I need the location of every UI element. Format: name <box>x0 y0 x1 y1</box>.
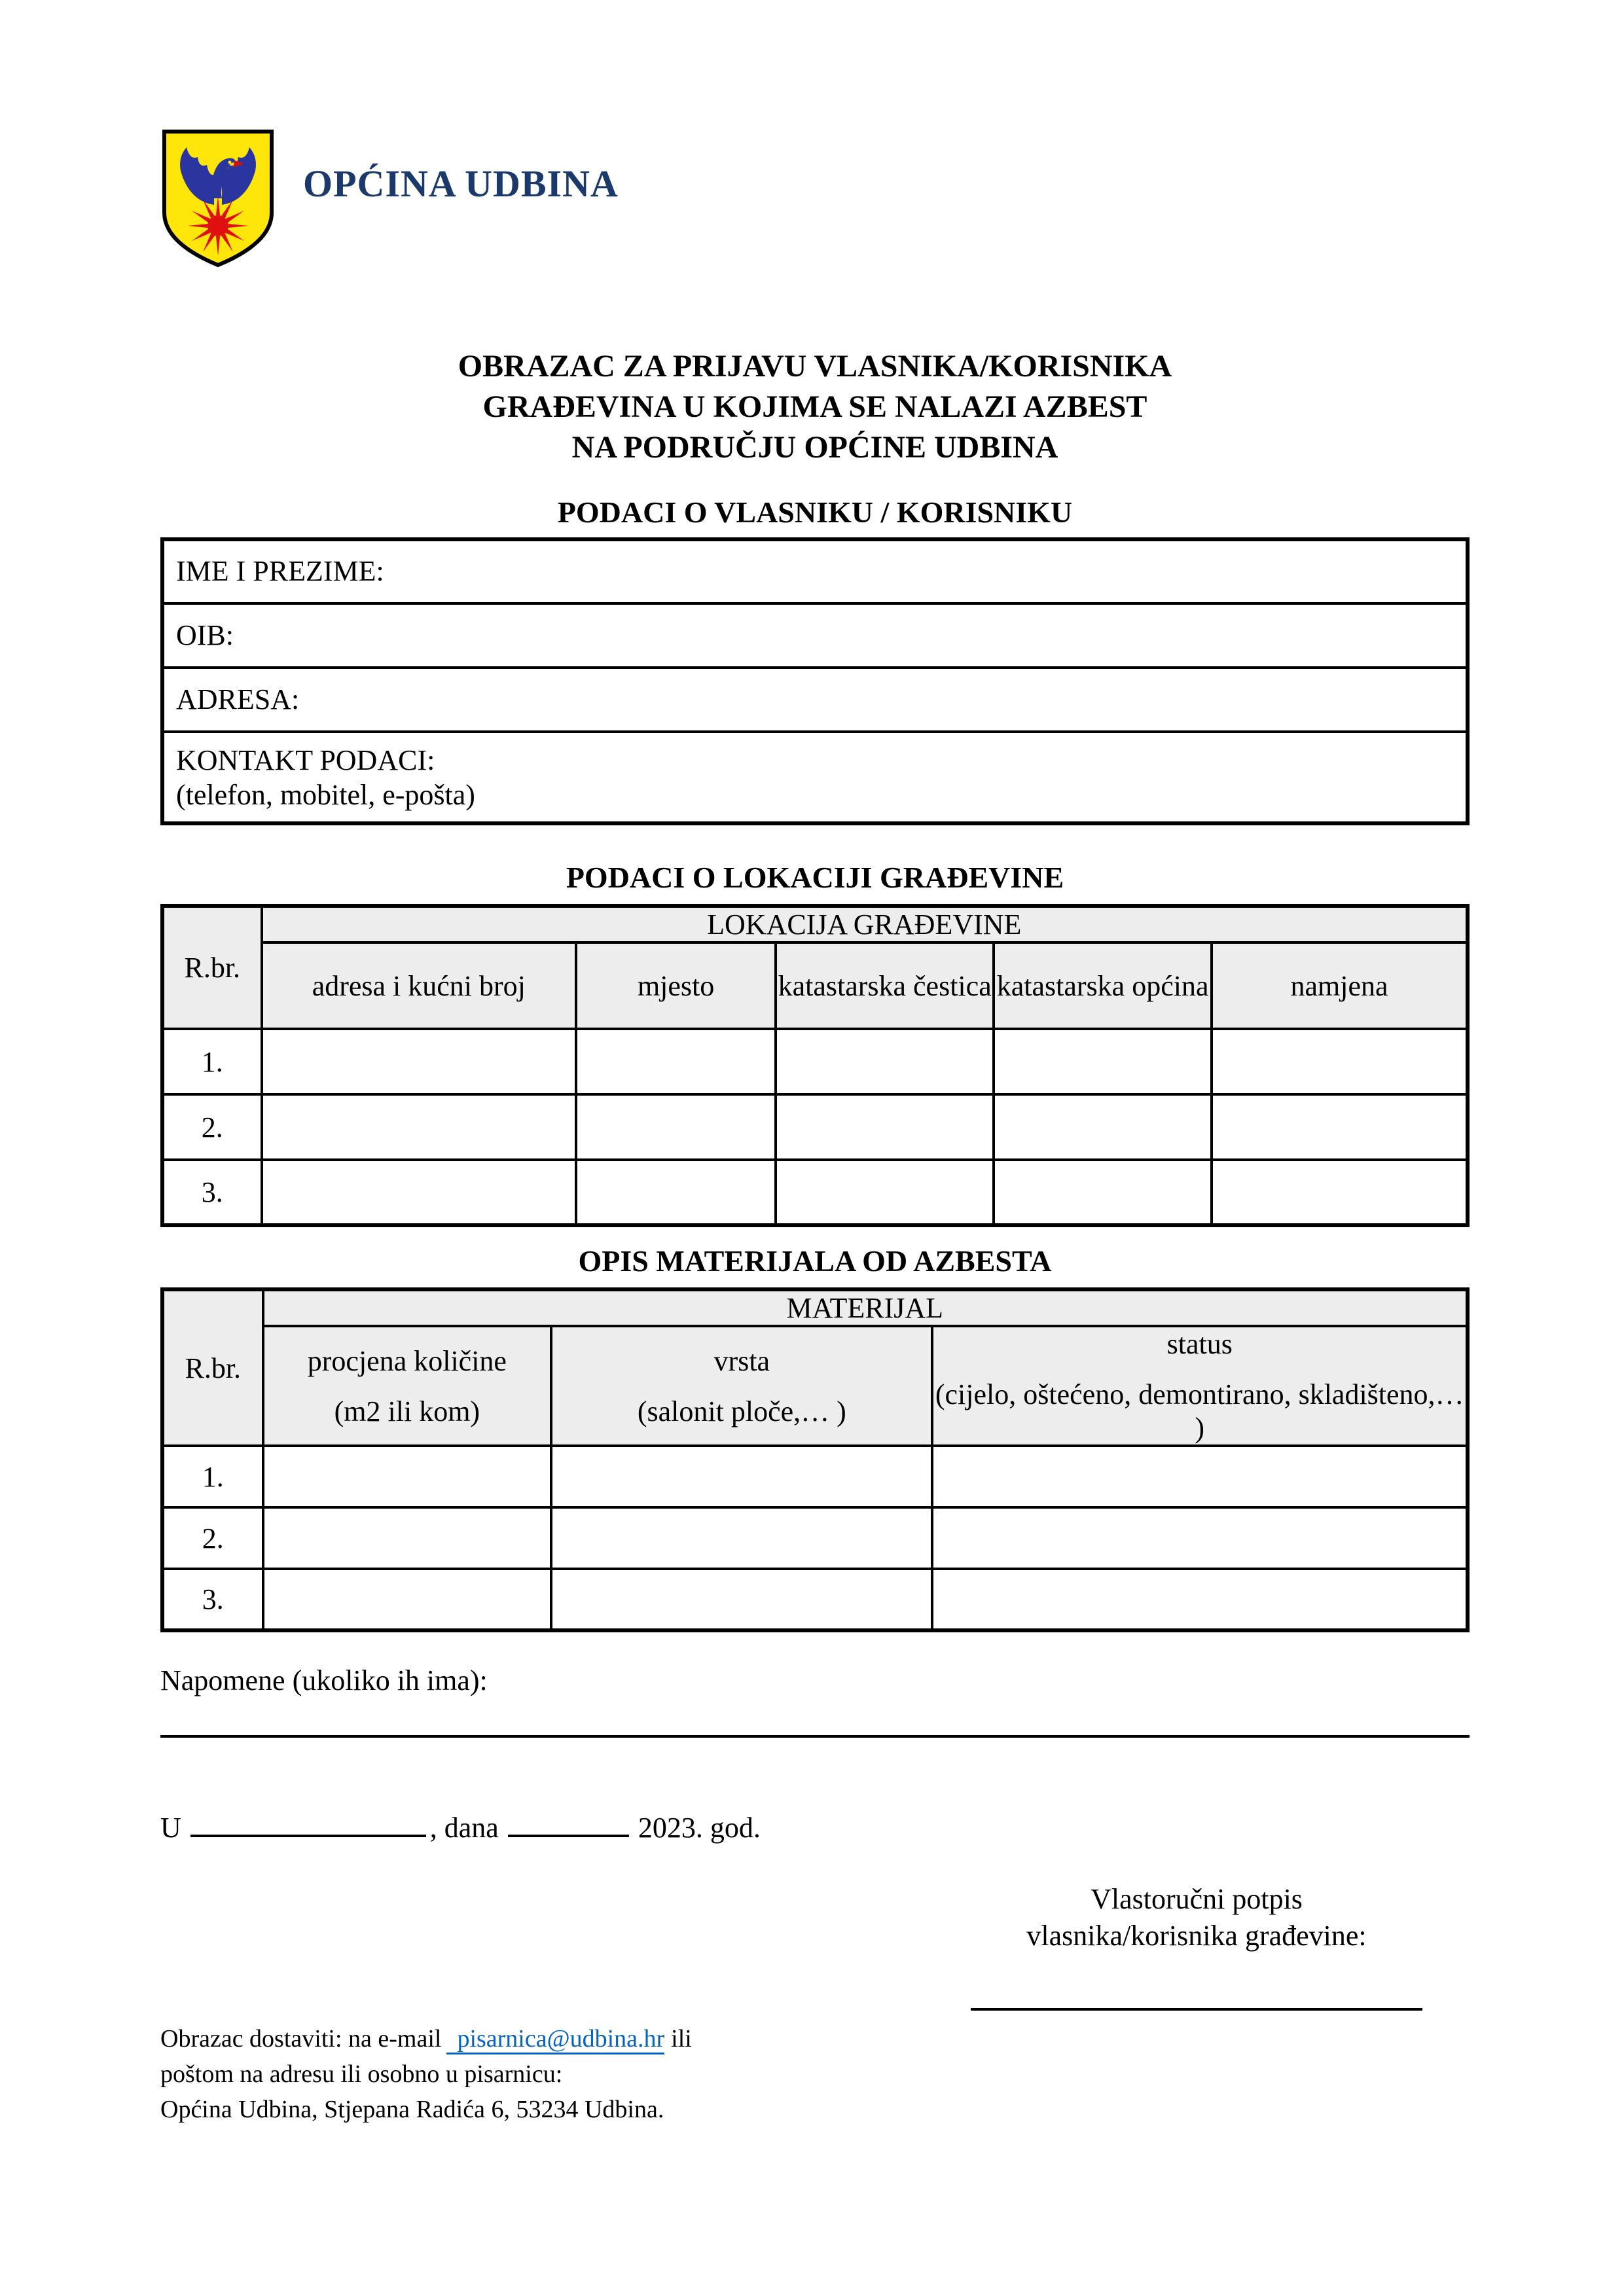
table-row <box>162 942 1468 1029</box>
empty-cell <box>776 1029 994 1094</box>
field-label: ADRESA: <box>176 683 300 715</box>
table-row <box>162 603 1468 668</box>
table-row <box>162 1326 1468 1446</box>
email-link[interactable]: pisarnica@udbina.hr <box>446 2025 664 2054</box>
empty-cell <box>576 1160 776 1225</box>
col-header-cadastral-parcel: katastarska čestica <box>776 942 994 1029</box>
table-row <box>162 1160 1468 1225</box>
col-header-cadastral-municipality: katastarska općina <box>994 942 1212 1029</box>
signature-caption-line-1: Vlastoručni potpis <box>1091 1883 1303 1915</box>
empty-cell <box>551 1569 932 1630</box>
signature-line <box>971 2008 1422 2011</box>
day-blank-line <box>508 1835 629 1837</box>
notes-label: Napomene (ukoliko ih ima): <box>160 1664 488 1696</box>
delivery-line-1-suffix: ili <box>671 2025 692 2053</box>
form-title-line-3: NA PODRUČJU OPĆINE UDBINA <box>571 430 1058 465</box>
empty-cell <box>551 1446 932 1507</box>
col-header-address: adresa i kućni broj <box>262 942 577 1029</box>
col-header-place: mjesto <box>576 942 776 1029</box>
empty-cell <box>1212 1094 1468 1160</box>
signature-caption-line-2: vlasnika/korisnika građevine: <box>1026 1920 1367 1952</box>
col-header-purpose: namjena <box>1212 942 1468 1029</box>
empty-cell <box>776 1160 994 1225</box>
empty-cell <box>932 1507 1468 1569</box>
municipality-name: OPĆINA UDBINA <box>303 162 619 205</box>
delivery-line-1-prefix: Obrazac dostaviti: na e-mail <box>160 2025 442 2053</box>
owner-section-heading: PODACI O VLASNIKU / KORISNIKU <box>557 495 1073 529</box>
form-title-line-2: GRAĐEVINA U KOJIMA SE NALAZI AZBEST <box>482 389 1147 424</box>
empty-cell <box>994 1094 1212 1160</box>
col-header-label: procjena količine <box>307 1344 507 1377</box>
empty-cell <box>576 1029 776 1094</box>
date-prefix: U <box>160 1812 181 1844</box>
delivery-line-2: poštom na adresu ili osobno u pisarnicu: <box>160 2060 563 2088</box>
empty-cell <box>262 1029 577 1094</box>
table-row <box>162 1289 1468 1326</box>
col-header-label: vrsta <box>713 1344 770 1377</box>
row-number: 1. <box>162 1446 263 1507</box>
empty-cell <box>994 1029 1212 1094</box>
rbr-header-cell: R.br. <box>162 1289 263 1446</box>
location-group-header: LOKACIJA GRAĐEVINE <box>262 906 1468 942</box>
table-row <box>162 1569 1468 1630</box>
location-table <box>160 904 1470 1227</box>
owner-name-cell <box>162 539 1468 603</box>
col-header-sublabel: (m2 ili kom) <box>334 1395 480 1427</box>
owner-address-cell <box>162 668 1468 732</box>
col-header-sublabel: (salonit ploče,… ) <box>637 1395 846 1427</box>
field-label: IME I PREZIME: <box>176 555 384 587</box>
owner-contact-cell <box>162 732 1468 823</box>
form-title <box>160 346 1470 468</box>
empty-cell <box>551 1507 932 1569</box>
owner-table <box>160 537 1470 825</box>
rbr-header-cell: R.br. <box>162 906 262 1029</box>
form-title-line-1: OBRAZAC ZA PRIJAVU VLASNIKA/KORISNIKA <box>458 349 1172 384</box>
table-row <box>162 906 1468 942</box>
table-row <box>162 1507 1468 1569</box>
delivery-line-1 <box>160 2021 1470 2056</box>
date-mid: , dana <box>429 1812 499 1844</box>
date-line <box>160 1811 1470 1844</box>
field-sublabel: (telefon, mobitel, e-pošta) <box>176 778 475 811</box>
empty-cell <box>776 1094 994 1160</box>
col-header-label: status <box>1166 1328 1233 1360</box>
location-section-heading: PODACI O LOKACIJI GRAĐEVINE <box>566 861 1064 894</box>
empty-cell <box>932 1569 1468 1630</box>
row-number: 3. <box>162 1569 263 1630</box>
col-header-status <box>932 1326 1468 1446</box>
municipality-crest-icon <box>160 128 276 269</box>
empty-cell <box>263 1569 552 1630</box>
field-label: KONTAKT PODACI: <box>176 744 435 776</box>
empty-cell <box>576 1094 776 1160</box>
empty-cell <box>263 1446 552 1507</box>
table-row <box>162 539 1468 603</box>
row-number: 1. <box>162 1029 262 1094</box>
notes-writing-line <box>160 1735 1470 1738</box>
material-section-heading: OPIS MATERIJALA OD AZBESTA <box>578 1244 1052 1278</box>
table-row <box>162 668 1468 732</box>
empty-cell <box>932 1446 1468 1507</box>
empty-cell <box>994 1160 1212 1225</box>
empty-cell <box>1212 1029 1468 1094</box>
row-number: 3. <box>162 1160 262 1225</box>
field-label: OIB: <box>176 619 234 651</box>
table-row <box>162 1446 1468 1507</box>
col-header-quantity <box>263 1326 552 1446</box>
empty-cell <box>262 1160 577 1225</box>
row-number: 2. <box>162 1094 262 1160</box>
col-header-type <box>551 1326 932 1446</box>
row-number: 2. <box>162 1507 263 1569</box>
empty-cell <box>1212 1160 1468 1225</box>
empty-cell <box>262 1094 577 1160</box>
signature-caption <box>971 1881 1422 1954</box>
table-row <box>162 1094 1468 1160</box>
city-blank-line <box>190 1835 426 1837</box>
empty-cell <box>263 1507 552 1569</box>
brand-header <box>160 128 1470 269</box>
material-group-header: MATERIJAL <box>263 1289 1468 1326</box>
col-header-sublabel: (cijelo, oštećeno, demontirano, skladišteno,… ) <box>935 1378 1464 1444</box>
table-row <box>162 732 1468 823</box>
delivery-line-3: Općina Udbina, Stjepana Radića 6, 53234 Udbina. <box>160 2096 664 2123</box>
delivery-instructions <box>160 2021 1470 2127</box>
material-table <box>160 1287 1470 1632</box>
table-row <box>162 1029 1468 1094</box>
date-suffix: 2023. god. <box>638 1812 761 1844</box>
owner-oib-cell <box>162 603 1468 668</box>
